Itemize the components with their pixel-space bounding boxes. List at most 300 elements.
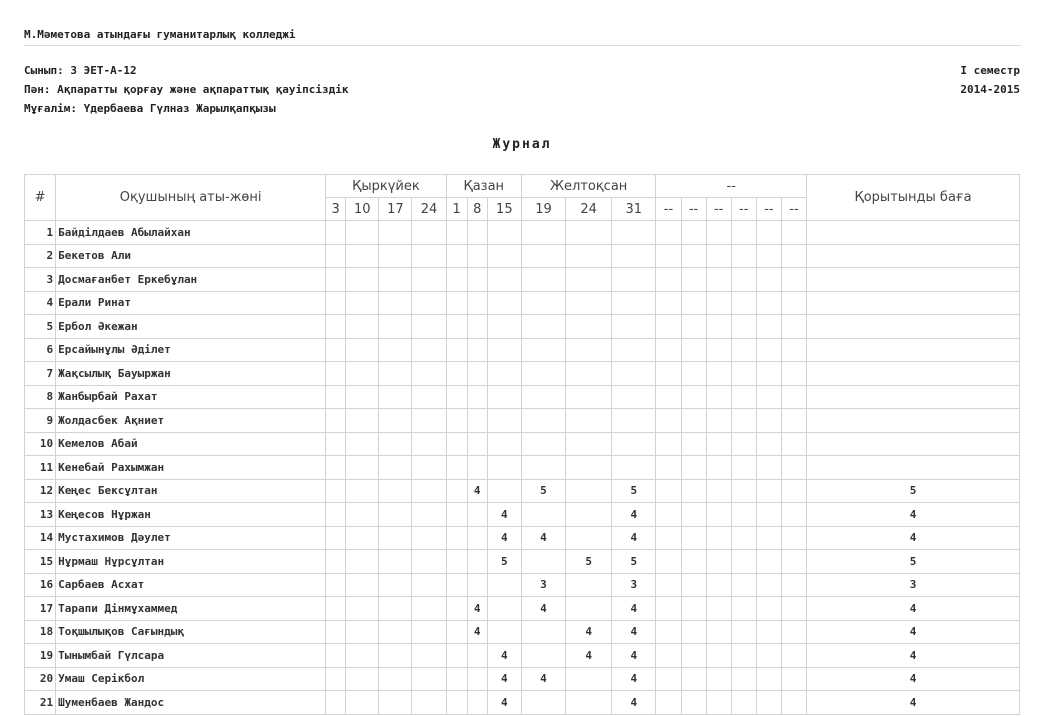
- grade-cell: [467, 221, 487, 245]
- grade-cell: [681, 573, 706, 597]
- grade-cell: 4: [467, 479, 487, 503]
- grade-cell: [487, 362, 521, 386]
- day-header: 1: [446, 198, 467, 221]
- month-header: Қыркүйек: [326, 175, 446, 198]
- grade-cell: [467, 432, 487, 456]
- day-header: 10: [346, 198, 379, 221]
- grade-cell: [706, 644, 731, 668]
- grade-cell: [656, 597, 681, 621]
- row-number: 20: [25, 667, 56, 691]
- grade-cell: [706, 362, 731, 386]
- grade-cell: 4: [487, 691, 521, 715]
- grade-cell: [521, 691, 565, 715]
- grade-cell: [326, 620, 346, 644]
- grade-cell: [487, 221, 521, 245]
- table-row: [25, 244, 1020, 268]
- grade-cell: [681, 291, 706, 315]
- day-header: 15: [487, 198, 521, 221]
- student-name: Кеңес Бексұлтан: [56, 479, 326, 503]
- grade-cell: 4: [521, 526, 565, 550]
- grade-cell: [731, 244, 756, 268]
- grade-cell: [731, 409, 756, 433]
- grade-cell: [467, 456, 487, 480]
- grade-cell: [781, 268, 806, 292]
- grade-cell: [467, 385, 487, 409]
- grade-cell: [781, 503, 806, 527]
- table-row: [25, 291, 1020, 315]
- grade-cell: [446, 362, 467, 386]
- grade-cell: [379, 550, 412, 574]
- grade-cell: [781, 432, 806, 456]
- grade-cell: [656, 479, 681, 503]
- row-number: 21: [25, 691, 56, 715]
- grade-cell: [681, 315, 706, 339]
- grade-cell: [326, 432, 346, 456]
- journal-table: [24, 174, 1020, 715]
- grade-cell: [612, 385, 656, 409]
- grade-cell: [346, 620, 379, 644]
- final-grade-cell: 4: [807, 597, 1020, 621]
- grade-cell: [326, 526, 346, 550]
- grade-cell: [656, 526, 681, 550]
- grade-cell: [656, 503, 681, 527]
- grade-cell: [781, 385, 806, 409]
- grade-cell: [756, 432, 781, 456]
- grade-cell: [681, 526, 706, 550]
- grade-cell: 5: [612, 479, 656, 503]
- grade-cell: [379, 573, 412, 597]
- day-header: 8: [467, 198, 487, 221]
- grade-cell: [326, 667, 346, 691]
- grade-cell: [706, 268, 731, 292]
- day-header: --: [781, 198, 806, 221]
- grade-cell: [656, 550, 681, 574]
- grade-cell: [781, 620, 806, 644]
- table-row: [25, 597, 1020, 621]
- grade-cell: 4: [612, 644, 656, 668]
- grade-cell: 4: [612, 503, 656, 527]
- grade-cell: [346, 268, 379, 292]
- grade-cell: [656, 456, 681, 480]
- grade-cell: [521, 620, 565, 644]
- student-name: Кеңесов Нұржан: [56, 503, 326, 527]
- grade-cell: [521, 385, 565, 409]
- grade-cell: [656, 244, 681, 268]
- grade-cell: [566, 385, 612, 409]
- grade-cell: [781, 244, 806, 268]
- grade-cell: [731, 315, 756, 339]
- grade-cell: [706, 291, 731, 315]
- grade-cell: [346, 315, 379, 339]
- grade-cell: [446, 409, 467, 433]
- grade-cell: [612, 362, 656, 386]
- row-number: 17: [25, 597, 56, 621]
- grade-cell: [681, 362, 706, 386]
- row-number: 2: [25, 244, 56, 268]
- grade-cell: [412, 338, 446, 362]
- grade-cell: [487, 315, 521, 339]
- grade-cell: [731, 526, 756, 550]
- grade-cell: [756, 456, 781, 480]
- grade-cell: [612, 338, 656, 362]
- grade-cell: [566, 362, 612, 386]
- grade-cell: [446, 385, 467, 409]
- grade-cell: [781, 456, 806, 480]
- grade-cell: [487, 597, 521, 621]
- row-number: 3: [25, 268, 56, 292]
- grade-cell: [412, 244, 446, 268]
- grade-cell: [612, 456, 656, 480]
- grade-cell: [412, 456, 446, 480]
- grade-cell: [346, 573, 379, 597]
- grade-cell: [612, 221, 656, 245]
- grade-cell: [346, 526, 379, 550]
- grade-cell: [326, 597, 346, 621]
- grade-cell: [446, 479, 467, 503]
- grade-cell: [346, 432, 379, 456]
- grade-cell: [446, 526, 467, 550]
- final-grade-cell: [807, 338, 1020, 362]
- table-row: [25, 691, 1020, 715]
- row-number: 4: [25, 291, 56, 315]
- grade-cell: [379, 221, 412, 245]
- student-name: Тоқшылықов Сағындық: [56, 620, 326, 644]
- grade-cell: [612, 268, 656, 292]
- grade-cell: [379, 268, 412, 292]
- row-number: 11: [25, 456, 56, 480]
- grade-cell: [731, 503, 756, 527]
- grade-cell: [781, 221, 806, 245]
- grade-cell: [731, 691, 756, 715]
- grade-cell: [446, 244, 467, 268]
- student-name: Байділдаев Абылайхан: [56, 221, 326, 245]
- grade-cell: [706, 385, 731, 409]
- grade-cell: [681, 503, 706, 527]
- table-row: [25, 268, 1020, 292]
- student-name: Ерсайынұлы Әділет: [56, 338, 326, 362]
- grade-cell: [731, 620, 756, 644]
- grade-cell: [706, 620, 731, 644]
- grade-cell: [467, 315, 487, 339]
- grade-cell: 4: [521, 597, 565, 621]
- grade-cell: [731, 385, 756, 409]
- grade-cell: [446, 620, 467, 644]
- grade-cell: [379, 456, 412, 480]
- grade-cell: [706, 526, 731, 550]
- grade-cell: [681, 479, 706, 503]
- day-header: 24: [412, 198, 446, 221]
- grade-cell: [706, 456, 731, 480]
- table-row: [25, 644, 1020, 668]
- grade-cell: [756, 526, 781, 550]
- student-name: Досмағанбет Еркебұлан: [56, 268, 326, 292]
- grade-cell: [326, 291, 346, 315]
- table-row: [25, 573, 1020, 597]
- grade-cell: [467, 503, 487, 527]
- grade-cell: [326, 550, 346, 574]
- grade-cell: [412, 667, 446, 691]
- grade-cell: [467, 268, 487, 292]
- grade-cell: [756, 385, 781, 409]
- grade-cell: [346, 644, 379, 668]
- row-number: 19: [25, 644, 56, 668]
- day-header: --: [681, 198, 706, 221]
- grade-cell: 4: [566, 644, 612, 668]
- grade-cell: [781, 644, 806, 668]
- grade-cell: [346, 691, 379, 715]
- grade-cell: [412, 362, 446, 386]
- grade-cell: [756, 315, 781, 339]
- grade-cell: [731, 479, 756, 503]
- table-row: [25, 432, 1020, 456]
- student-name: Тарапи Дінмұхаммед: [56, 597, 326, 621]
- day-header: --: [706, 198, 731, 221]
- grade-cell: [656, 362, 681, 386]
- grade-cell: [706, 432, 731, 456]
- final-grade-cell: 4: [807, 691, 1020, 715]
- grade-cell: [756, 691, 781, 715]
- student-name: Шуменбаев Жандос: [56, 691, 326, 715]
- grade-cell: [781, 362, 806, 386]
- grade-cell: [412, 385, 446, 409]
- day-header: 24: [566, 198, 612, 221]
- grade-cell: [446, 315, 467, 339]
- grade-cell: [379, 338, 412, 362]
- grade-cell: [756, 268, 781, 292]
- grade-cell: [731, 573, 756, 597]
- grade-cell: 4: [612, 667, 656, 691]
- grade-cell: [681, 432, 706, 456]
- grade-cell: [379, 597, 412, 621]
- student-name: Нұрмаш Нұрсұлтан: [56, 550, 326, 574]
- grade-cell: [756, 597, 781, 621]
- grade-cell: [566, 597, 612, 621]
- grade-cell: [731, 221, 756, 245]
- table-row: [25, 479, 1020, 503]
- grade-cell: [346, 503, 379, 527]
- grade-cell: [781, 597, 806, 621]
- grade-cell: [487, 456, 521, 480]
- teacher-line: Мұғалім: Үдербаева Гүлназ Жарылқапқызы: [24, 102, 276, 115]
- grade-cell: [656, 573, 681, 597]
- final-grade-cell: 4: [807, 644, 1020, 668]
- grade-cell: [487, 409, 521, 433]
- grade-cell: [446, 573, 467, 597]
- row-number: 18: [25, 620, 56, 644]
- grade-cell: [412, 221, 446, 245]
- grade-cell: [346, 362, 379, 386]
- grade-cell: [731, 550, 756, 574]
- grade-cell: [781, 409, 806, 433]
- grade-cell: [412, 620, 446, 644]
- grade-cell: [346, 597, 379, 621]
- grade-cell: [446, 550, 467, 574]
- grade-cell: [756, 362, 781, 386]
- column-final-grade-header: Қорытынды баға: [807, 175, 1020, 221]
- grade-cell: [446, 268, 467, 292]
- grade-cell: [467, 644, 487, 668]
- grade-cell: [326, 456, 346, 480]
- grade-cell: [326, 644, 346, 668]
- table-row: [25, 620, 1020, 644]
- grade-cell: [781, 691, 806, 715]
- student-name: Жолдасбек Ақниет: [56, 409, 326, 433]
- grade-cell: [412, 503, 446, 527]
- grade-cell: [566, 291, 612, 315]
- grade-cell: [346, 409, 379, 433]
- column-name-header: Оқушының аты-жөні: [56, 175, 326, 221]
- grade-cell: [487, 432, 521, 456]
- grade-cell: [756, 479, 781, 503]
- grade-cell: [756, 573, 781, 597]
- student-name: Ерали Ринат: [56, 291, 326, 315]
- student-name: Кемелов Абай: [56, 432, 326, 456]
- grade-cell: 4: [467, 620, 487, 644]
- grade-cell: [566, 315, 612, 339]
- grade-cell: [446, 432, 467, 456]
- final-grade-cell: [807, 221, 1020, 245]
- student-name: Умаш Серікбол: [56, 667, 326, 691]
- grade-cell: [521, 244, 565, 268]
- grade-cell: [756, 550, 781, 574]
- grade-cell: [781, 315, 806, 339]
- grade-cell: [521, 315, 565, 339]
- grade-cell: [346, 479, 379, 503]
- grade-cell: [446, 291, 467, 315]
- grade-cell: [467, 667, 487, 691]
- grade-cell: [731, 338, 756, 362]
- row-number: 12: [25, 479, 56, 503]
- grade-cell: [566, 268, 612, 292]
- grade-cell: [379, 291, 412, 315]
- final-grade-cell: 4: [807, 667, 1020, 691]
- final-grade-cell: 5: [807, 479, 1020, 503]
- grade-cell: 4: [612, 691, 656, 715]
- student-name: Тынымбай Гүлсара: [56, 644, 326, 668]
- grade-cell: [681, 221, 706, 245]
- grade-cell: [412, 432, 446, 456]
- table-row: [25, 550, 1020, 574]
- final-grade-cell: 4: [807, 620, 1020, 644]
- grade-cell: [446, 338, 467, 362]
- final-grade-cell: [807, 456, 1020, 480]
- grade-cell: [446, 644, 467, 668]
- final-grade-cell: 4: [807, 503, 1020, 527]
- grade-cell: [612, 315, 656, 339]
- grade-cell: [612, 291, 656, 315]
- grade-cell: [379, 244, 412, 268]
- final-grade-cell: [807, 315, 1020, 339]
- grade-cell: [379, 362, 412, 386]
- grade-cell: [681, 550, 706, 574]
- grade-cell: [681, 620, 706, 644]
- month-header: Желтоқсан: [521, 175, 656, 198]
- table-row: [25, 409, 1020, 433]
- grade-cell: [412, 479, 446, 503]
- grade-cell: [346, 244, 379, 268]
- student-name: Мустахимов Дәулет: [56, 526, 326, 550]
- grade-cell: [731, 456, 756, 480]
- grade-cell: [412, 291, 446, 315]
- grade-cell: [731, 291, 756, 315]
- grade-cell: [412, 573, 446, 597]
- grade-cell: [681, 385, 706, 409]
- subject-line: Пән: Ақпаратты қорғау және ақпараттық қауіпсіздік: [24, 83, 349, 96]
- table-row: [25, 221, 1020, 245]
- grade-cell: [566, 221, 612, 245]
- grade-cell: [446, 667, 467, 691]
- grade-cell: [379, 503, 412, 527]
- grade-cell: [656, 338, 681, 362]
- grade-cell: [706, 479, 731, 503]
- grade-cell: [326, 315, 346, 339]
- grade-cell: [706, 315, 731, 339]
- grade-cell: [467, 550, 487, 574]
- grade-cell: [487, 338, 521, 362]
- grade-cell: 4: [487, 526, 521, 550]
- grade-cell: [731, 597, 756, 621]
- grade-cell: [731, 667, 756, 691]
- grade-cell: 4: [566, 620, 612, 644]
- grade-cell: [446, 597, 467, 621]
- grade-cell: [446, 691, 467, 715]
- final-grade-cell: [807, 244, 1020, 268]
- day-header: --: [656, 198, 681, 221]
- row-number: 15: [25, 550, 56, 574]
- table-row: [25, 456, 1020, 480]
- grade-cell: [781, 550, 806, 574]
- grade-cell: [656, 291, 681, 315]
- grade-cell: [446, 503, 467, 527]
- grade-cell: [656, 644, 681, 668]
- grade-cell: [731, 362, 756, 386]
- grade-cell: [521, 503, 565, 527]
- grade-cell: [467, 362, 487, 386]
- school-year: 2014-2015: [960, 83, 1020, 96]
- grade-cell: [412, 526, 446, 550]
- grade-cell: [521, 456, 565, 480]
- month-header: Қазан: [446, 175, 521, 198]
- grade-cell: [681, 409, 706, 433]
- grade-cell: [379, 667, 412, 691]
- grade-cell: [706, 221, 731, 245]
- grade-cell: [326, 244, 346, 268]
- grade-cell: [681, 667, 706, 691]
- grade-cell: [521, 644, 565, 668]
- grade-cell: [681, 597, 706, 621]
- grade-cell: [379, 409, 412, 433]
- grade-cell: [656, 385, 681, 409]
- grade-cell: [731, 268, 756, 292]
- grade-cell: [612, 409, 656, 433]
- grade-cell: [326, 338, 346, 362]
- grade-cell: [412, 268, 446, 292]
- table-row: [25, 503, 1020, 527]
- grade-cell: [379, 479, 412, 503]
- grade-cell: [412, 644, 446, 668]
- row-number: 16: [25, 573, 56, 597]
- grade-cell: [756, 503, 781, 527]
- grade-cell: [346, 550, 379, 574]
- row-number: 9: [25, 409, 56, 433]
- header-divider: [24, 45, 1021, 46]
- grade-cell: [781, 338, 806, 362]
- grade-cell: [326, 362, 346, 386]
- grade-cell: [566, 691, 612, 715]
- grade-cell: [446, 456, 467, 480]
- grade-cell: [487, 573, 521, 597]
- grade-cell: [566, 409, 612, 433]
